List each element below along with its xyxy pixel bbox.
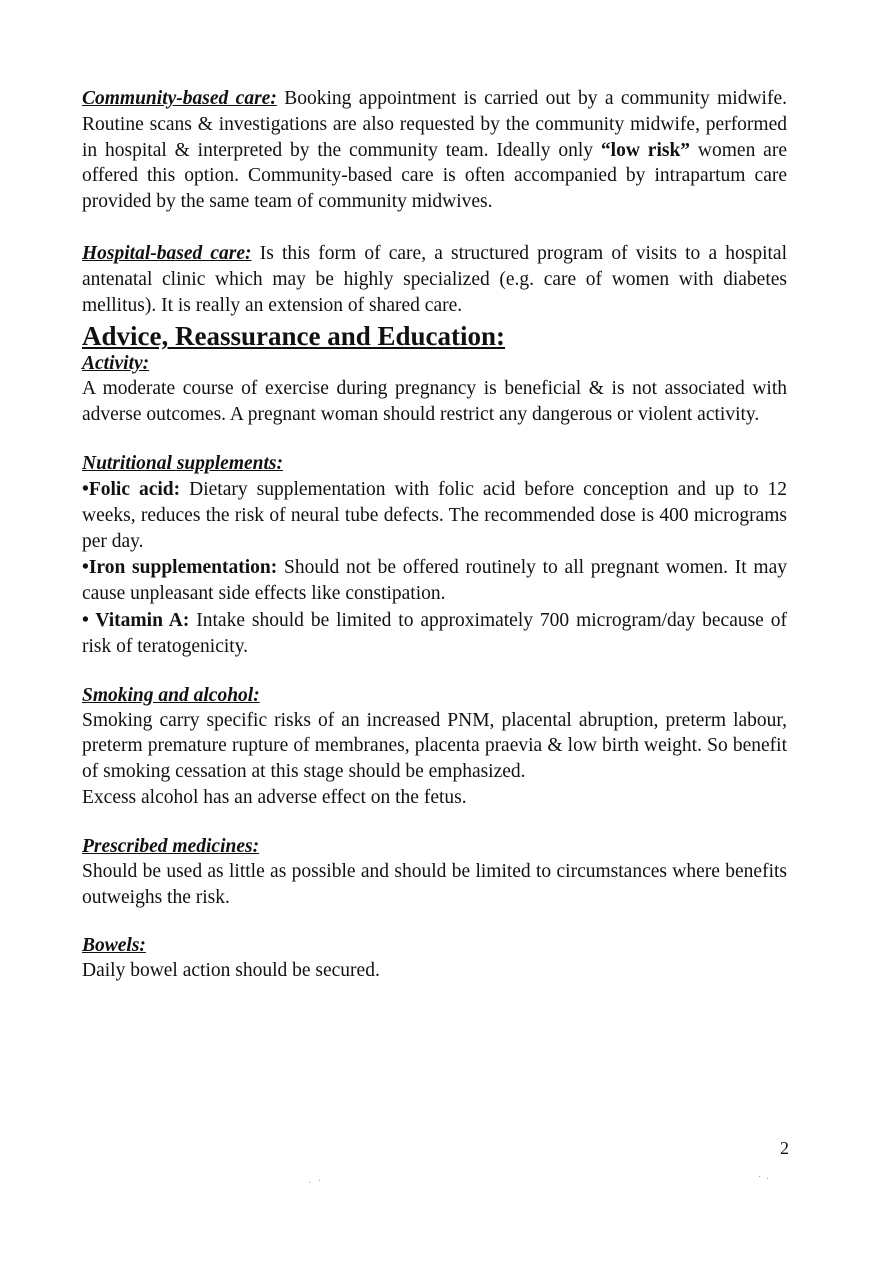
- hospital-care-text: Is this form of care, a structured program of visits to a hospital antenatal clinic which may be highly specialized (e.g. care of women with diabetes mellitus). It is really an extension of shared care.: [82, 242, 787, 316]
- bullet-iron: [82, 555, 787, 607]
- bullet-label: Folic acid:: [88, 478, 181, 500]
- low-risk-emphasis: “low risk”: [600, 139, 691, 161]
- bullet-marker: •: [82, 557, 89, 579]
- community-care-text: Booking appointment is carried out by a community midwife. Routine scans & investigations are also requested by the community midwife, performed in hospital & interpreted by the community team. Ideally only: [82, 88, 787, 161]
- nutrition-title: Nutritional supplements:: [82, 452, 283, 474]
- medicines-title: Prescribed medicines:: [82, 835, 260, 857]
- bullet-label: Vitamin A:: [95, 609, 190, 631]
- hospital-care-title: Hospital-based care:: [82, 242, 252, 264]
- bullet-label: Iron supplementation:: [88, 557, 278, 579]
- community-care-paragraph: [82, 86, 787, 215]
- medicines-section: [82, 835, 787, 911]
- smoking-section: [82, 684, 787, 811]
- hospital-care-paragraph: [82, 241, 787, 318]
- bullet-text: Dietary supplementation with folic acid before conception and up to 12 weeks, reduces the risk of neural tube defects. The recommended dose is 400 micrograms per day.: [82, 478, 787, 552]
- bowels-text: Daily bowel action should be secured.: [82, 960, 380, 982]
- nutrition-section: [82, 452, 787, 660]
- alcohol-text: Excess alcohol has an adverse effect on the fetus.: [82, 786, 467, 808]
- smoking-text: Smoking carry specific risks of an increased PNM, placental abruption, preterm labour, preterm premature rupture of membranes, placenta praevia & low birth weight. So benefit of smoking cessation at this stage should be emphasized.: [82, 709, 787, 783]
- scan-speck: ·: [318, 1176, 322, 1187]
- activity-title: Activity:: [82, 353, 150, 375]
- bullet-marker: •: [82, 478, 89, 500]
- bowels-section: [82, 934, 787, 984]
- smoking-title: Smoking and alcohol:: [82, 684, 260, 706]
- bullet-text: Should not be offered routinely to all pregnant women. It may cause unpleasant side effects like constipation.: [82, 557, 787, 605]
- bullet-folic-acid: [82, 477, 787, 554]
- scan-speck: ·: [308, 1178, 312, 1189]
- bullet-marker: •: [82, 609, 96, 631]
- scan-speck: ·: [766, 1174, 770, 1185]
- bowels-title: Bowels:: [82, 935, 146, 957]
- bullet-vitamin-a: [82, 608, 787, 660]
- bullet-text: Intake should be limited to approximately 700 microgram/day because of risk of teratogenicity.: [82, 609, 787, 657]
- community-care-text-2: women are offered this option. Community-based care is often accompanied by intrapartum care provided by the same team of community midwives.: [82, 139, 787, 213]
- scan-speck: ·: [758, 1172, 762, 1183]
- activity-section: [82, 352, 787, 428]
- community-care-title: Community-based care:: [82, 88, 277, 109]
- page-number: 2: [780, 1138, 789, 1158]
- activity-text: A moderate course of exercise during pregnancy is beneficial & is not associated with adverse outcomes. A pregnant woman should restrict any dangerous or violent activity.: [82, 378, 787, 426]
- medicines-text: Should be used as little as possible and should be limited to circumstances where benefits outweighs the risk.: [82, 860, 787, 908]
- section-heading: Advice, Reassurance and Education:: [82, 321, 506, 352]
